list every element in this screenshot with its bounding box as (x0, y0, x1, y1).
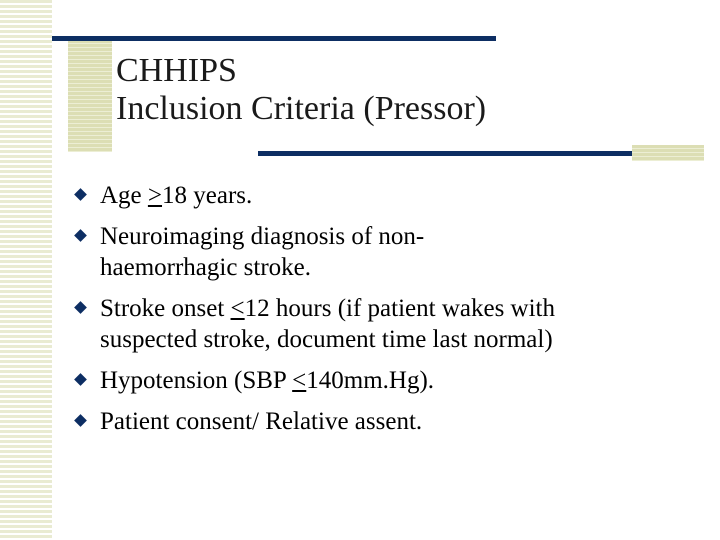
diamond-bullet-icon (74, 414, 87, 427)
bullet-text: haemorrhagic stroke. (100, 254, 312, 281)
list-item (74, 406, 694, 437)
bullet-text: Age (100, 182, 148, 209)
bullet-text: 140mm.Hg). (306, 367, 435, 394)
diamond-bullet-icon (74, 188, 87, 201)
title-bottom-rule-accent (632, 145, 704, 161)
list-item (74, 365, 694, 396)
bullet-text: 18 years. (162, 182, 253, 209)
left-decorative-stripes (0, 0, 52, 540)
bullet-text: Hypotension (SBP (100, 367, 293, 394)
list-item (74, 293, 694, 355)
bullet-text: suspected stroke, document time last normal) (100, 326, 553, 353)
criteria-list (74, 180, 694, 437)
le-symbol: < (230, 295, 245, 322)
diamond-bullet-icon (74, 373, 87, 386)
le-symbol: < (292, 367, 307, 394)
bullet-text: 12 hours (if patient wakes with (244, 295, 556, 322)
slide-title-line1: CHHIPS (116, 52, 237, 89)
slide-title (116, 52, 676, 128)
list-item (74, 180, 694, 211)
bullet-text: Stroke onset (100, 295, 231, 322)
ge-symbol: > (147, 182, 163, 209)
slide-title-line2: Inclusion Criteria (Pressor) (116, 90, 487, 127)
diamond-bullet-icon (74, 229, 87, 242)
title-accent-block (68, 36, 112, 152)
bullet-text: Patient consent/ Relative assent. (100, 408, 423, 435)
bullet-text: Neuroimaging diagnosis of non- (100, 223, 425, 250)
diamond-bullet-icon (74, 301, 87, 314)
list-item (74, 221, 694, 283)
title-top-rule (52, 36, 496, 41)
